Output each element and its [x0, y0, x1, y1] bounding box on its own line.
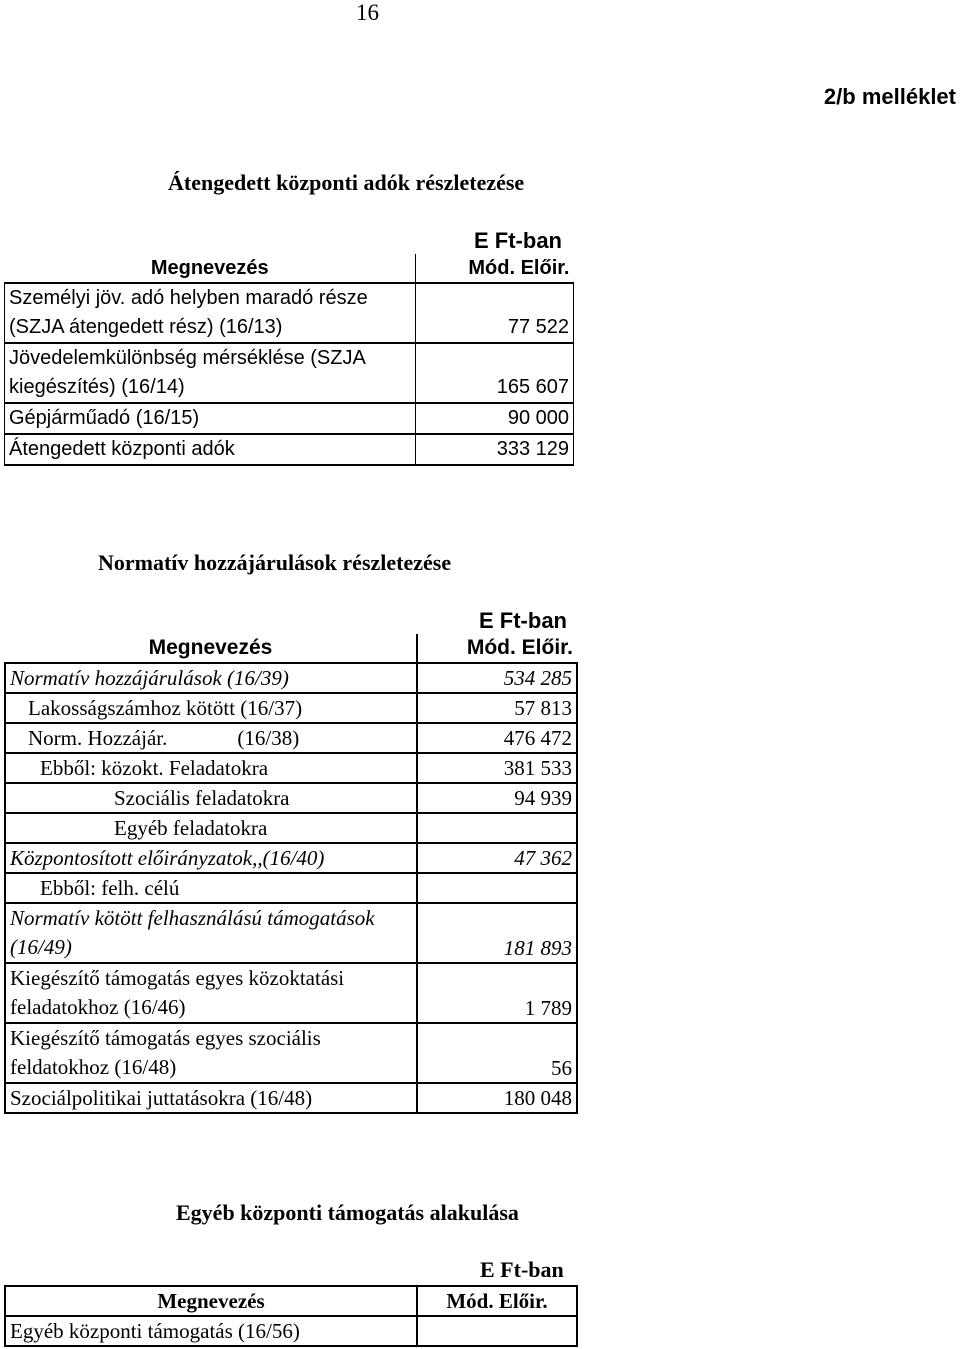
row-name: Gépjárműadó (16/15) — [5, 403, 416, 434]
column-header-value: Mód. Előir. — [417, 634, 577, 663]
table-header-row — [5, 1286, 577, 1316]
row-value: 181 893 — [417, 903, 577, 963]
row-value: 77 522 — [416, 283, 574, 343]
row-value — [417, 873, 577, 903]
section3-title: Egyéb központi támogatás alakulása — [176, 1200, 519, 1225]
row-value: 1 789 — [417, 963, 577, 1023]
table-row — [5, 903, 577, 963]
row-value: 57 813 — [417, 693, 577, 723]
row-value: 180 048 — [417, 1083, 577, 1113]
table-row — [5, 1316, 577, 1346]
table-row — [5, 1023, 577, 1083]
table-header-row — [5, 634, 577, 663]
page-number: 16 — [356, 0, 379, 25]
row-name: Szociálpolitikai juttatásokra (16/48) — [5, 1083, 417, 1113]
table-row — [5, 283, 574, 343]
section3-unit: E Ft-ban — [480, 1257, 564, 1282]
row-value: 56 — [417, 1023, 577, 1083]
row-name: Ebből: közokt. Feladatokra — [5, 753, 417, 783]
table-row — [5, 783, 577, 813]
row-name: Egyéb feladatokra — [5, 813, 417, 843]
row-value: 47 362 — [417, 843, 577, 873]
table-row — [5, 843, 577, 873]
section1-unit: E Ft-ban — [474, 228, 562, 253]
table-row — [5, 693, 577, 723]
annex-label: 2/b melléklet — [823, 84, 956, 109]
row-name: Jövedelemkülönbség mérséklése (SZJA kiegészítés) (16/14) — [5, 343, 416, 403]
row-name: Központosított előirányzatok,,(16/40) — [5, 843, 417, 873]
row-value: 90 000 — [416, 403, 574, 434]
row-value: 94 939 — [417, 783, 577, 813]
table-row — [5, 813, 577, 843]
column-header-name: Megnevezés — [5, 1286, 417, 1316]
row-value: 333 129 — [416, 434, 574, 465]
row-value — [417, 1316, 577, 1346]
column-header-name: Megnevezés — [5, 634, 417, 663]
row-value: 165 607 — [416, 343, 574, 403]
row-value: 476 472 — [417, 723, 577, 753]
table-header-row — [5, 254, 574, 283]
row-name: Lakosságszámhoz kötött (16/37) — [5, 693, 417, 723]
row-value: 534 285 — [417, 663, 577, 693]
column-header-value: Mód. Előir. — [416, 254, 574, 283]
section1-title: Átengedett központi adók részletezése — [168, 170, 525, 195]
section2-title: Normatív hozzájárulások részletezése — [98, 550, 452, 575]
row-value: 381 533 — [417, 753, 577, 783]
row-name: Személyi jöv. adó helyben maradó része (SZJA átengedett rész) (16/13) — [5, 283, 416, 343]
row-name-part2: (16/38) — [237, 726, 300, 750]
row-name: Szociális feladatokra — [5, 783, 417, 813]
row-name: Ebből: felh. célú — [5, 873, 417, 903]
row-name: Egyéb központi támogatás (16/56) — [5, 1316, 417, 1346]
table-row — [5, 723, 577, 753]
row-name: Normatív kötött felhasználású támogatások (16/49) — [5, 903, 417, 963]
column-header-name: Megnevezés — [5, 254, 416, 283]
row-value — [417, 813, 577, 843]
table-row — [5, 753, 577, 783]
table-row — [5, 873, 577, 903]
central-taxes-table — [4, 254, 574, 466]
table-row — [5, 663, 577, 693]
row-name: Kiegészítő támogatás egyes közoktatási feladatokhoz (16/46) — [5, 963, 417, 1023]
table-row — [5, 1083, 577, 1113]
section2-unit: E Ft-ban — [479, 608, 567, 633]
table-row — [5, 963, 577, 1023]
other-central-support-table — [4, 1285, 578, 1347]
row-name: Normatív hozzájárulások (16/39) — [5, 663, 417, 693]
table-row — [5, 343, 574, 403]
row-name: Átengedett központi adók — [5, 434, 416, 465]
row-name-part1: Norm. Hozzájár. — [28, 726, 168, 750]
row-name: Kiegészítő támogatás egyes szociális feldatokhoz (16/48) — [5, 1023, 417, 1083]
column-header-value: Mód. Előir. — [417, 1286, 577, 1316]
table-total-row — [5, 434, 574, 465]
row-name — [5, 723, 417, 753]
normative-contributions-table — [4, 634, 578, 1114]
table-row — [5, 403, 574, 434]
